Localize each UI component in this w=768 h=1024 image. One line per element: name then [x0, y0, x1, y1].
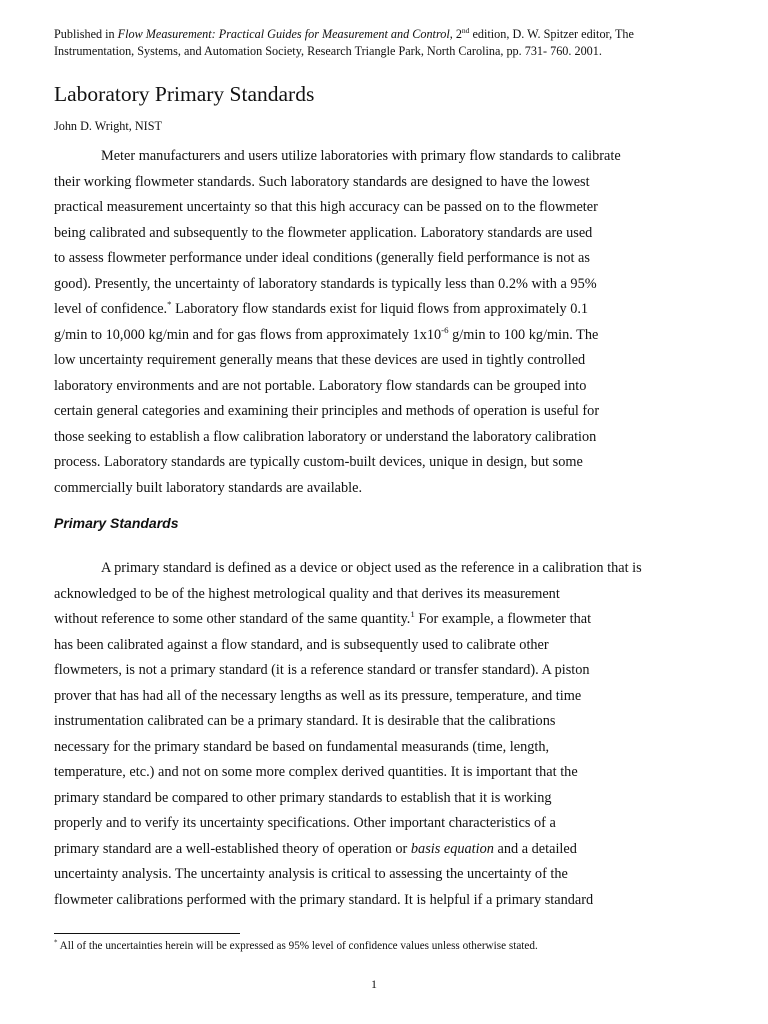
primary-line3-a: without reference to some other standard of the same quantity.	[54, 611, 411, 627]
primary-line: primary standard be compared to other primary standards to establish that it is working	[54, 789, 552, 806]
primary-line: temperature, etc.) and not on some more complex derived quantities. It is important that the	[54, 764, 578, 780]
pub-edition-sup: nd	[461, 25, 470, 35]
intro-line: commercially built laboratory standards are available.	[54, 479, 363, 496]
intro-line	[54, 323, 694, 349]
intro-line: being calibrated and subsequently to the flowmeter application. Laboratory standards are used	[54, 224, 593, 241]
primary-line: A primary standard is defined as a device or object used as the reference in a calibration that is	[101, 560, 642, 576]
primary-line12-a: primary standard are a well-established theory of operation or	[54, 840, 411, 857]
intro-line7-a: level of confidence.	[54, 301, 168, 317]
intro-line: their working flowmeter standards. Such laboratory standards are designed to have the lowest	[54, 173, 590, 190]
author-line: John D. Wright, NIST	[54, 119, 162, 133]
intro-paragraph	[54, 144, 694, 501]
primary-paragraph	[54, 556, 694, 913]
page-title: Laboratory Primary Standards	[54, 82, 315, 106]
pub-book-title: Flow Measurement: Practical Guides for Measurement and Control	[117, 27, 450, 41]
intro-line8-b: g/min to 100 kg/min. The	[448, 326, 599, 343]
intro-line7-b: Laboratory flow standards exist for liquid flows from approximately 0.1	[171, 301, 589, 317]
intro-line: practical measurement uncertainty so that this high accuracy can be passed on to the flowmeter	[54, 199, 598, 215]
primary-line: has been calibrated against a flow standard, and is subsequently used to calibrate other	[54, 636, 549, 653]
intro-line: process. Laboratory standards are typically custom-built devices, unique in design, but some	[54, 454, 583, 470]
page-number: 1	[371, 977, 377, 991]
footnote-marker: *	[54, 938, 58, 947]
basis-equation-term: basis equation	[410, 840, 494, 857]
footnote-ref-1: 1	[410, 609, 415, 620]
primary-line: uncertainty analysis. The uncertainty analysis is critical to assessing the uncertainty of the	[54, 866, 568, 882]
pub-line1-rest: edition, D. W. Spitzer editor, The	[469, 27, 634, 41]
footnote-ref-star: *	[167, 299, 172, 310]
intro-line: Meter manufacturers and users utilize laboratories with primary flow standards to calibrate	[101, 148, 621, 164]
primary-line: flowmeters, is not a primary standard (it is a reference standard or transfer standard). A piston	[54, 662, 590, 678]
primary-line3-b: For example, a flowmeter that	[414, 611, 592, 627]
primary-line: prover that has had all of the necessary lengths as well as its pressure, temperature, and time	[54, 687, 582, 704]
intro-line: low uncertainty requirement generally means that these devices are used in tightly controlled	[54, 352, 586, 368]
footnote	[54, 938, 538, 954]
intro-line: those seeking to establish a flow calibration laboratory or understand the laboratory calibration	[54, 428, 597, 445]
exponent: -6	[441, 324, 449, 335]
intro-line: good). Presently, the uncertainty of laboratory standards is typically less than 0.2% with a 95%	[54, 275, 597, 292]
intro-line: certain general categories and examining their principles and methods of operation is useful for	[54, 403, 600, 419]
primary-line	[54, 837, 694, 863]
intro-line: to assess flowmeter performance under ideal conditions (generally field performance is not as	[54, 250, 590, 266]
primary-line12-b: and a detailed	[493, 840, 577, 857]
pub-line2: Instrumentation, Systems, and Automation Society, Research Triangle Park, North Carolina, pp. 731- 760. 2001.	[54, 44, 602, 58]
publication-note	[54, 26, 714, 60]
section-heading: Primary Standards	[54, 515, 179, 531]
primary-line: properly and to verify its uncertainty specifications. Other important characteristics of a	[54, 815, 556, 831]
primary-line: necessary for the primary standard be based on fundamental measurands (time, length,	[54, 738, 550, 755]
pub-prefix: Published in	[54, 27, 118, 41]
primary-line: instrumentation calibrated can be a primary standard. It is desirable that the calibrations	[54, 713, 556, 729]
primary-line: flowmeter calibrations performed with the primary standard. It is helpful if a primary standard	[54, 891, 594, 908]
intro-line8-a: g/min to 10,000 kg/min and for gas flows from approximately 1x10	[54, 326, 442, 343]
footnote-divider	[54, 933, 240, 934]
footnote-text: All of the uncertainties herein will be expressed as 95% level of confidence values unless otherwise stated.	[57, 940, 538, 952]
intro-line	[54, 297, 694, 323]
intro-line: laboratory environments and are not portable. Laboratory flow standards can be grouped into	[54, 377, 587, 394]
pub-edition-sep: , 2	[449, 27, 462, 41]
primary-line: acknowledged to be of the highest metrological quality and that derives its measurement	[54, 585, 560, 602]
primary-line	[54, 607, 694, 633]
